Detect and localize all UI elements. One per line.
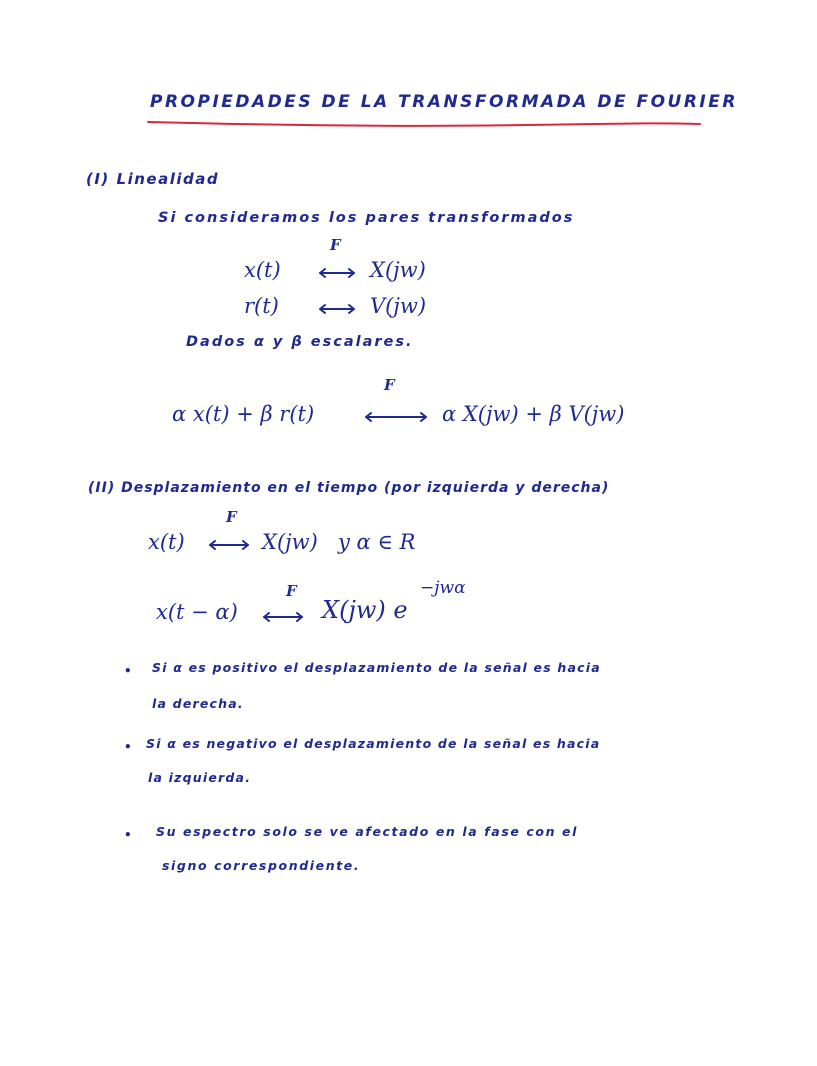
page-title: PROPIEDADES DE LA TRANSFORMADA DE FOURIER	[150, 92, 738, 112]
linearity-frequency-side: α X(jw) + β V(jw)	[442, 402, 625, 426]
bidirectional-arrow-icon	[204, 538, 254, 552]
shift-pair-frequency-signal: X(jw)	[262, 530, 318, 554]
linearity-time-side: α x(t) + β r(t)	[172, 402, 315, 426]
bullet-2-line-2: la izquierda.	[148, 770, 252, 785]
bullet-2-line-1: Si α es negativo el desplazamiento de la señal es hacia	[146, 736, 601, 751]
bullet-dot: •	[124, 740, 132, 754]
bullet-dot: •	[124, 828, 132, 842]
bullet-3-line-2: signo correspondiente.	[162, 858, 361, 873]
section-2-heading: (II) Desplazamiento en el tiempo (por izquierda y derecha)	[88, 480, 610, 496]
fourier-symbol: F	[330, 236, 341, 254]
pair1-frequency-signal: X(jw)	[370, 258, 426, 282]
pair2-time-signal: r(t)	[244, 294, 279, 318]
shift-pair-time-signal: x(t)	[148, 530, 185, 554]
shifted-frequency-signal: X(jw) e	[322, 596, 408, 624]
pair1-time-signal: x(t)	[244, 258, 281, 282]
bullet-1-line-2: la derecha.	[152, 696, 244, 711]
bullet-3-line-1: Su espectro solo se ve afectado en la fase con el	[156, 824, 578, 839]
fourier-symbol: F	[286, 582, 297, 600]
bidirectional-arrow-icon	[258, 610, 308, 624]
fourier-symbol: F	[384, 376, 395, 394]
phase-exponent: −jwα	[420, 578, 466, 598]
fourier-symbol: F	[226, 508, 237, 526]
bullet-1-line-1: Si α es positivo el desplazamiento de la señal es hacia	[152, 660, 601, 675]
section-1-intro: Si consideramos los pares transformados	[158, 210, 575, 226]
pair2-frequency-signal: V(jw)	[370, 294, 427, 318]
scalars-note: Dados α y β escalares.	[186, 334, 414, 350]
alpha-real-condition: y α ∈ R	[338, 530, 416, 554]
shifted-time-signal: x(t − α)	[156, 600, 238, 624]
section-1-heading: (I) Linealidad	[86, 170, 220, 188]
bidirectional-arrow-icon	[314, 302, 360, 316]
title-underline	[146, 118, 702, 128]
bidirectional-arrow-icon	[360, 410, 432, 424]
bidirectional-arrow-icon	[314, 266, 360, 280]
bullet-dot: •	[124, 664, 132, 678]
